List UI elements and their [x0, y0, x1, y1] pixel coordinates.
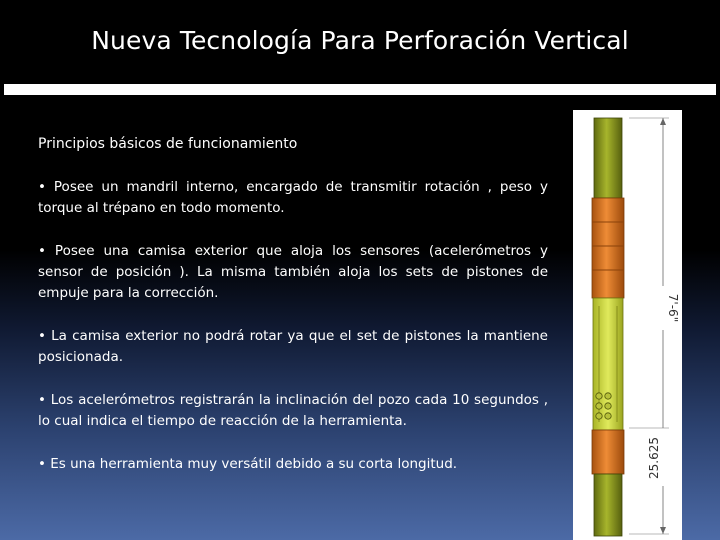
bottom-green-sub: [594, 474, 622, 536]
slide-title: Nueva Tecnología Para Perforación Vertical: [91, 26, 629, 55]
bullet-sleeve-sensors: • Posee una camisa exterior que aloja los sensores (acelerómetros y sensor de posición ). La misma también aloja los sets de pistones de empuje para la corrección.: [38, 243, 548, 301]
piston: [596, 393, 602, 399]
sensor-sleeve: [593, 298, 623, 430]
title-divider: [0, 81, 720, 100]
piston: [605, 393, 611, 399]
slide-content: [38, 134, 548, 497]
dimension-label-lower: 25.625: [647, 437, 661, 479]
bullet-sleeve-no-rotation: • La camisa exterior no podrá rotar ya que el set de pistones la mantiene posicionada.: [38, 328, 548, 365]
bullet-versatility: • Es una herramienta muy versátil debido a su corta longitud.: [38, 456, 458, 472]
top-green-sub: [594, 118, 622, 198]
bullet-mandrel: • Posee un mandril interno, encargado de transmitir rotación , peso y torque al trépano en todo momento.: [38, 179, 548, 216]
dimension-label-upper: 7'-6": [666, 293, 680, 323]
slide-subtitle: Principios básicos de funcionamiento: [38, 136, 298, 152]
tool-drawing: [573, 110, 682, 540]
title-divider-bar: [4, 84, 716, 95]
tool-diagram: [573, 110, 682, 540]
lower-orange-body: [592, 430, 624, 474]
piston: [596, 413, 602, 419]
upper-orange-body: [592, 198, 624, 298]
piston: [596, 403, 602, 409]
bullet-accelerometers: • Los acelerómetros registrarán la inclinación del pozo cada 10 segundos , lo cual indica el tiempo de reacción de la herramienta.: [38, 392, 548, 429]
piston: [605, 403, 611, 409]
piston: [605, 413, 611, 419]
